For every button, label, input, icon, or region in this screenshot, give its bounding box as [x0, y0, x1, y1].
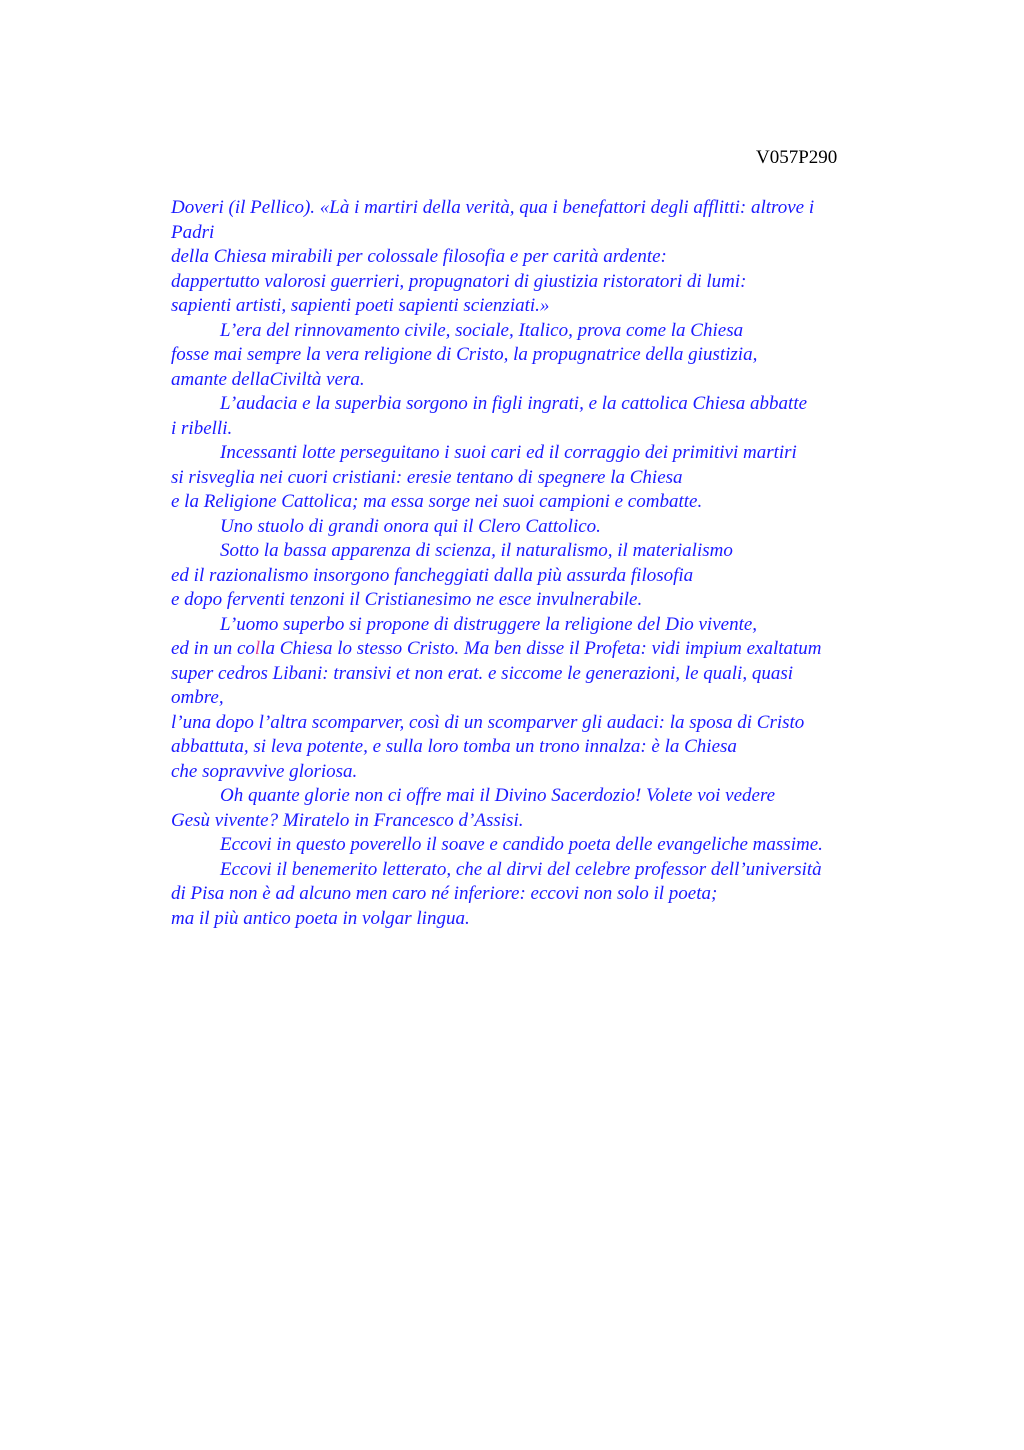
- text-line: di Pisa non è ad alcuno men caro né inferiore: eccovi non solo il poeta;: [171, 883, 718, 904]
- text-line: amante dellaCiviltà vera.: [171, 368, 365, 390]
- text-line: sapienti artisti, sapienti poeti sapienti scienziati.»: [171, 295, 550, 316]
- text-line: i ribelli.: [171, 417, 233, 439]
- text-line: L’audacia e la superbia sorgono in figli ingrati, e la cattolica Chiesa abbatte: [220, 393, 808, 414]
- text-line: Sotto la bassa apparenza di scienza, il naturalismo, il materialismo: [220, 540, 733, 561]
- text-line: Eccovi il benemerito letterato, che al dirvi del celebre professor dell’università: [220, 858, 822, 880]
- text-segment: ed in un co: [171, 638, 255, 659]
- text-line: che sopravvive gloriosa.: [171, 760, 358, 782]
- text-line: Oh quante glorie non ci offre mai il Divino Sacerdozio! Volete voi vedere: [220, 785, 776, 806]
- text-line: ombre,: [171, 687, 224, 708]
- text-line: ed il razionalismo insorgono fancheggiati dalla più assurda filosofia: [171, 564, 694, 586]
- text-line: L’uomo superbo si propone di distruggere la religione del Dio vivente,: [220, 613, 758, 635]
- highlighted-character: l: [254, 638, 261, 659]
- text-line: [171, 637, 891, 662]
- text-line: dappertutto valorosi guerrieri, propugnatori di giustizia ristoratori di lumi:: [171, 270, 747, 292]
- text-line: si risveglia nei cuori cristiani: eresie tentano di spegnere la Chiesa: [171, 466, 683, 488]
- text-line: ma il più antico poeta in volgar lingua.: [171, 907, 470, 929]
- text-line: e dopo ferventi tenzoni il Cristianesimo ne esce invulnerabile.: [171, 589, 643, 610]
- text-line: abbattuta, si leva potente, e sulla loro tomba un trono innalza: è la Chiesa: [171, 736, 737, 757]
- text-line: Doveri (il Pellico). «Là i martiri della verità, qua i benefattori degli afflitti: altrove i: [171, 197, 815, 218]
- page-identifier: V057P290: [756, 147, 838, 168]
- text-line: super cedros Libani: transivi et non erat. e siccome le generazioni, le quali, quasi: [171, 662, 793, 684]
- text-line: l’una dopo l’altra scomparver, così di un scomparver gli audaci: la sposa di Cristo: [171, 711, 805, 733]
- text-line: Gesù vivente? Miratelo in Francesco d’Assisi.: [171, 809, 524, 831]
- document-body-text: [171, 196, 891, 931]
- text-line: fosse mai sempre la vera religione di Cristo, la propugnatrice della giustizia,: [171, 344, 758, 365]
- text-line: della Chiesa mirabili per colossale filosofia e per carità ardente:: [171, 246, 667, 267]
- text-line: Uno stuolo di grandi onora qui il Clero Cattolico.: [220, 515, 601, 537]
- text-line: L’era del rinnovamento civile, sociale, Italico, prova come la Chiesa: [220, 319, 744, 341]
- text-line: Incessanti lotte perseguitano i suoi cari ed il corraggio dei primitivi martiri: [220, 442, 797, 463]
- text-segment: la Chiesa lo stesso Cristo. Ma ben disse il Profeta: vidi impium exaltatum: [260, 638, 822, 659]
- text-line: e la Religione Cattolica; ma essa sorge nei suoi campioni e combatte.: [171, 491, 703, 512]
- text-line: Eccovi in questo poverello il soave e candido poeta delle evangeliche massime.: [220, 834, 823, 855]
- text-line: Padri: [171, 221, 215, 243]
